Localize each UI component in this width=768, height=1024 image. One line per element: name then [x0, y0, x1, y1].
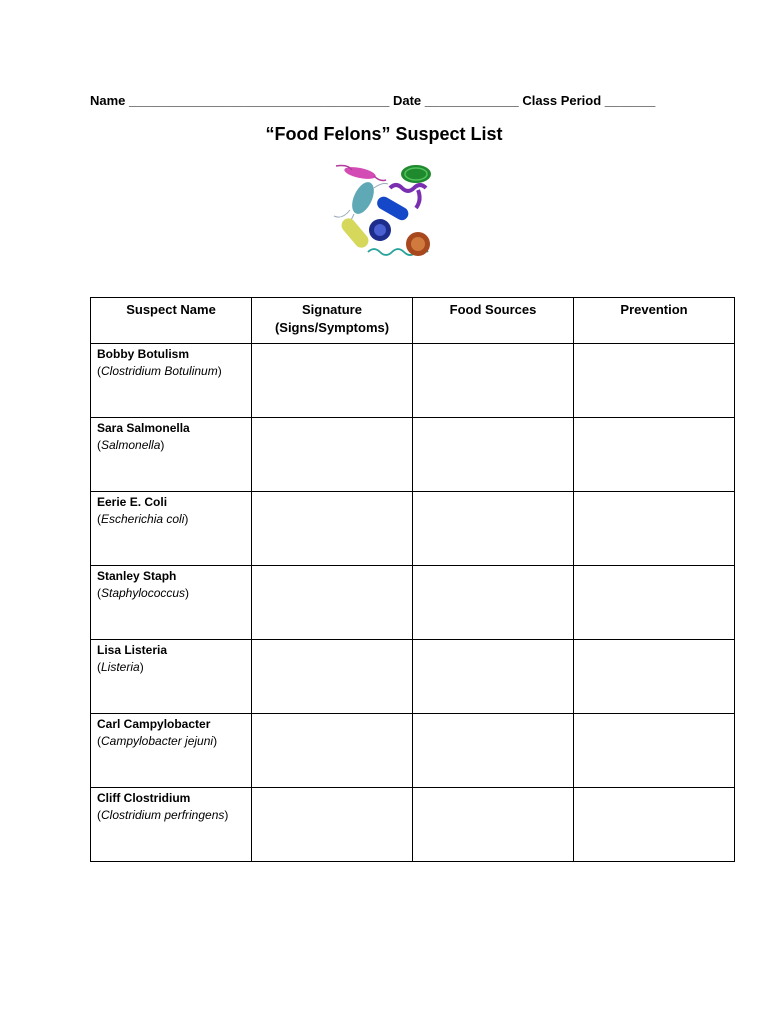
paren-close: )	[224, 808, 229, 822]
col-signature	[252, 298, 413, 344]
suspect-name: Stanley Staph	[97, 569, 177, 583]
scientific-name-text: Campylobacter jejuni	[101, 734, 214, 748]
date-label: Date	[392, 93, 422, 108]
prevention-cell[interactable]	[574, 640, 735, 714]
suspect-cell	[91, 418, 252, 492]
food-sources-cell[interactable]	[413, 788, 574, 862]
signature-cell[interactable]	[252, 714, 413, 788]
food-sources-cell[interactable]	[413, 344, 574, 418]
prevention-cell[interactable]	[574, 714, 735, 788]
food-sources-cell[interactable]	[413, 492, 574, 566]
suspect-cell	[91, 492, 252, 566]
signature-cell[interactable]	[252, 344, 413, 418]
scientific-name	[97, 733, 245, 750]
prevention-cell[interactable]	[574, 418, 735, 492]
table-row	[91, 566, 735, 640]
table-row	[91, 788, 735, 862]
suspect-name: Eerie E. Coli	[97, 495, 168, 509]
paren-open: (	[97, 586, 101, 600]
scientific-name-text: Escherichia coli	[101, 512, 185, 526]
scientific-name	[97, 659, 245, 676]
paren-close: )	[217, 364, 222, 378]
food-sources-cell[interactable]	[413, 714, 574, 788]
page-title: “Food Felons” Suspect List	[265, 124, 503, 144]
col-prevention: Prevention	[574, 298, 735, 344]
col-signature-label: Signature (Signs/Symptoms)	[274, 302, 390, 335]
food-sources-cell[interactable]	[413, 566, 574, 640]
date-blank[interactable]: _____________	[424, 93, 519, 108]
prevention-cell[interactable]	[574, 344, 735, 418]
paren-open: (	[97, 734, 101, 748]
paren-open: (	[97, 808, 101, 822]
scientific-name-text: Clostridium perfringens	[101, 808, 225, 822]
col-food-sources: Food Sources	[413, 298, 574, 344]
header-fields	[90, 93, 730, 108]
table-row	[91, 492, 735, 566]
food-sources-cell[interactable]	[413, 640, 574, 714]
prevention-cell[interactable]	[574, 788, 735, 862]
suspect-name: Sara Salmonella	[97, 421, 190, 435]
bacteria-clipart-icon	[328, 160, 440, 260]
name-label: Name	[90, 93, 126, 108]
signature-cell[interactable]	[252, 418, 413, 492]
paren-close: )	[139, 660, 144, 674]
name-blank[interactable]: ____________________________________	[129, 93, 390, 108]
scientific-name-text: Staphylococcus	[101, 586, 186, 600]
table-row	[91, 344, 735, 418]
class-period-label: Class Period	[522, 93, 602, 108]
paren-close: )	[185, 586, 190, 600]
scientific-name	[97, 585, 245, 602]
suspect-cell	[91, 788, 252, 862]
suspect-cell	[91, 344, 252, 418]
paren-open: (	[97, 512, 101, 526]
signature-cell[interactable]	[252, 788, 413, 862]
suspect-name: Cliff Clostridium	[97, 791, 191, 805]
paren-open: (	[97, 660, 101, 674]
signature-cell[interactable]	[252, 640, 413, 714]
suspect-cell	[91, 714, 252, 788]
signature-cell[interactable]	[252, 492, 413, 566]
scientific-name	[97, 437, 245, 454]
table-header-row	[91, 298, 735, 344]
table-row	[91, 640, 735, 714]
signature-cell[interactable]	[252, 566, 413, 640]
table-row	[91, 714, 735, 788]
scientific-name	[97, 511, 245, 528]
suspect-name: Carl Campylobacter	[97, 717, 211, 731]
table-row	[91, 418, 735, 492]
class-period-blank[interactable]: _______	[604, 93, 656, 108]
scientific-name	[97, 807, 245, 824]
scientific-name-text: Listeria	[101, 660, 140, 674]
paren-close: )	[184, 512, 189, 526]
paren-close: )	[160, 438, 165, 452]
food-sources-cell[interactable]	[413, 418, 574, 492]
prevention-cell[interactable]	[574, 492, 735, 566]
suspect-name: Lisa Listeria	[97, 643, 168, 657]
paren-open: (	[97, 364, 101, 378]
col-suspect-name: Suspect Name	[91, 298, 252, 344]
suspect-cell	[91, 566, 252, 640]
paren-open: (	[97, 438, 101, 452]
paren-close: )	[213, 734, 218, 748]
scientific-name-text: Clostridium Botulinum	[101, 364, 218, 378]
suspect-table	[90, 297, 735, 862]
scientific-name	[97, 363, 245, 380]
prevention-cell[interactable]	[574, 566, 735, 640]
suspect-name: Bobby Botulism	[97, 347, 189, 361]
scientific-name-text: Salmonella	[101, 438, 161, 452]
suspect-cell	[91, 640, 252, 714]
